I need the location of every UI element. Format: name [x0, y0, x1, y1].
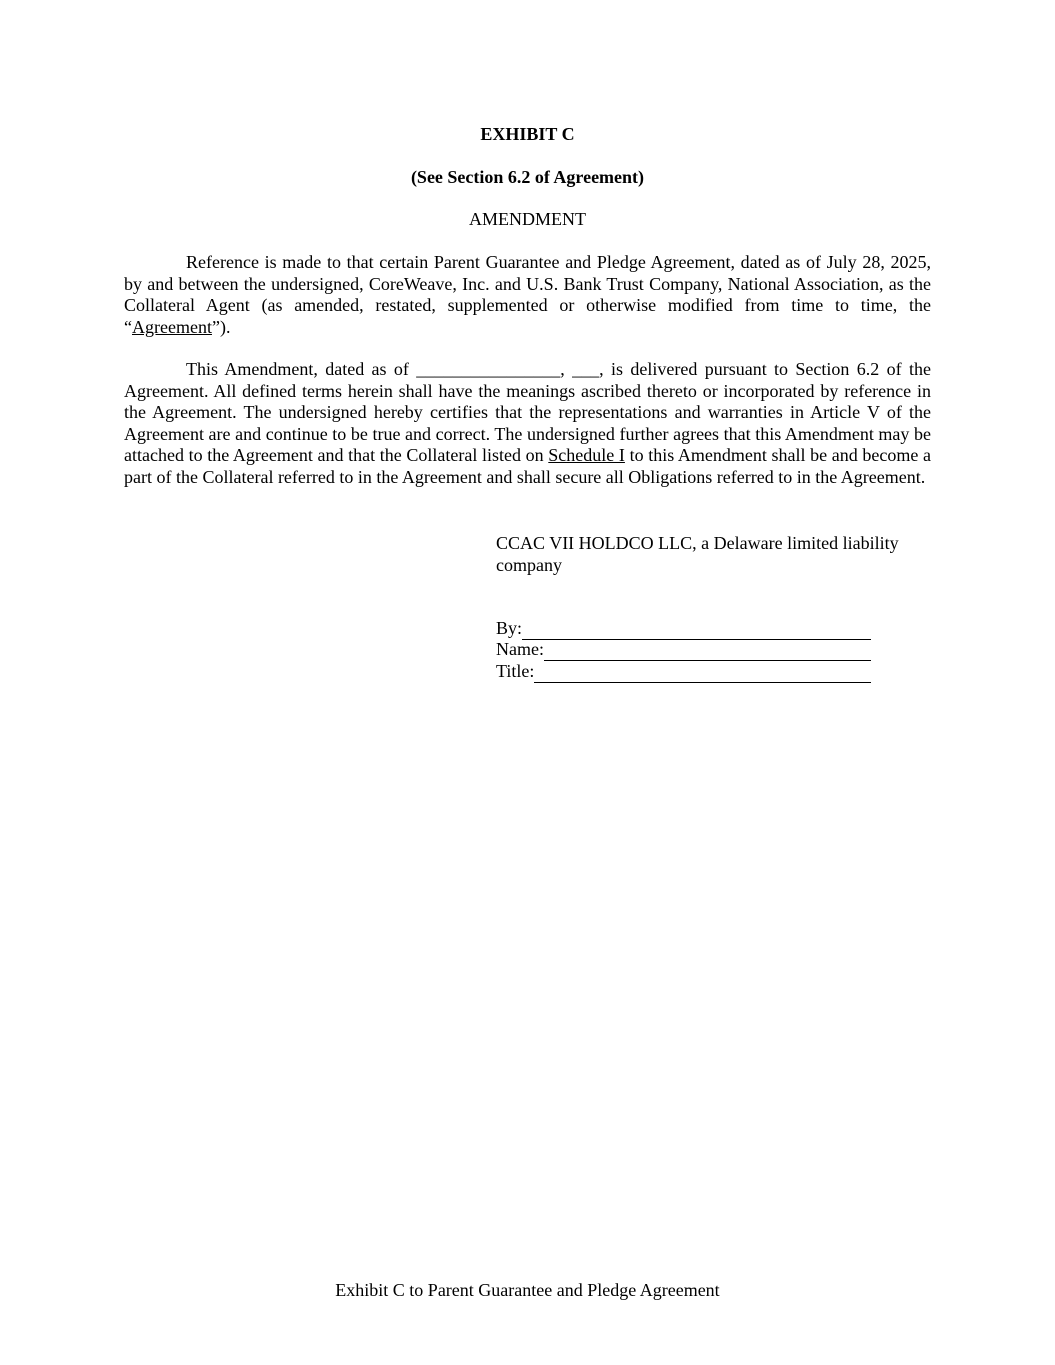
reference-paragraph-text-start: Reference is made to that certain Parent Guarantee and Pledge Agreement, dated as of July 28, 2025, by and between the undersigned, CoreWeave, Inc. and U.S. Bank Trust Company, National Association, as the Collateral Agent (as amended, restated, supplemented or otherwise modified from time to time, the “ [124, 252, 931, 337]
name-label: Name: [496, 639, 544, 660]
section-reference: (See Section 6.2 of Agreement) [410, 167, 645, 187]
amendment-paragraph-text-end: to this Amendment shall be and become a part of the Collateral referred to in the Agreement and shall secure all Obligations referred to in the Agreement. [124, 445, 931, 487]
name-line [496, 640, 876, 662]
title-line [496, 661, 876, 683]
by-label: By: [496, 617, 523, 638]
amendment-paragraph [124, 359, 931, 489]
title-blank [534, 666, 871, 683]
amendment-paragraph-text-start: This Amendment, dated as of ________________, ___, is delivered pursuant to Section 6.2 of the Agreement. All defined terms herein shall have the meanings ascribed thereto or incorporated by reference in the Agreement. The undersigned hereby certifies that the representations and warranties in Article V of the Agreement are and continue to be true and correct. The undersigned further agrees that this Amendment may be attached to the Agreement and that the Collateral listed on [124, 359, 931, 466]
page-footer: Exhibit C to Parent Guarantee and Pledge Agreement [335, 1280, 720, 1300]
schedule-reference: Schedule I [548, 445, 625, 466]
agreement-defined-term: Agreement [132, 316, 212, 337]
name-blank [544, 644, 871, 661]
reference-paragraph-text-end: ”). [211, 316, 231, 337]
title-label: Title: [496, 660, 535, 681]
signature-block [496, 533, 936, 576]
reference-paragraph [124, 252, 931, 338]
exhibit-title: EXHIBIT C [480, 124, 575, 144]
amendment-heading: AMENDMENT [469, 209, 586, 229]
signatory-entity: CCAC VII HOLDCO LLC, a Delaware limited liability company [496, 533, 899, 575]
signature-lines [496, 618, 876, 683]
by-blank [522, 623, 871, 640]
by-line [496, 618, 876, 640]
